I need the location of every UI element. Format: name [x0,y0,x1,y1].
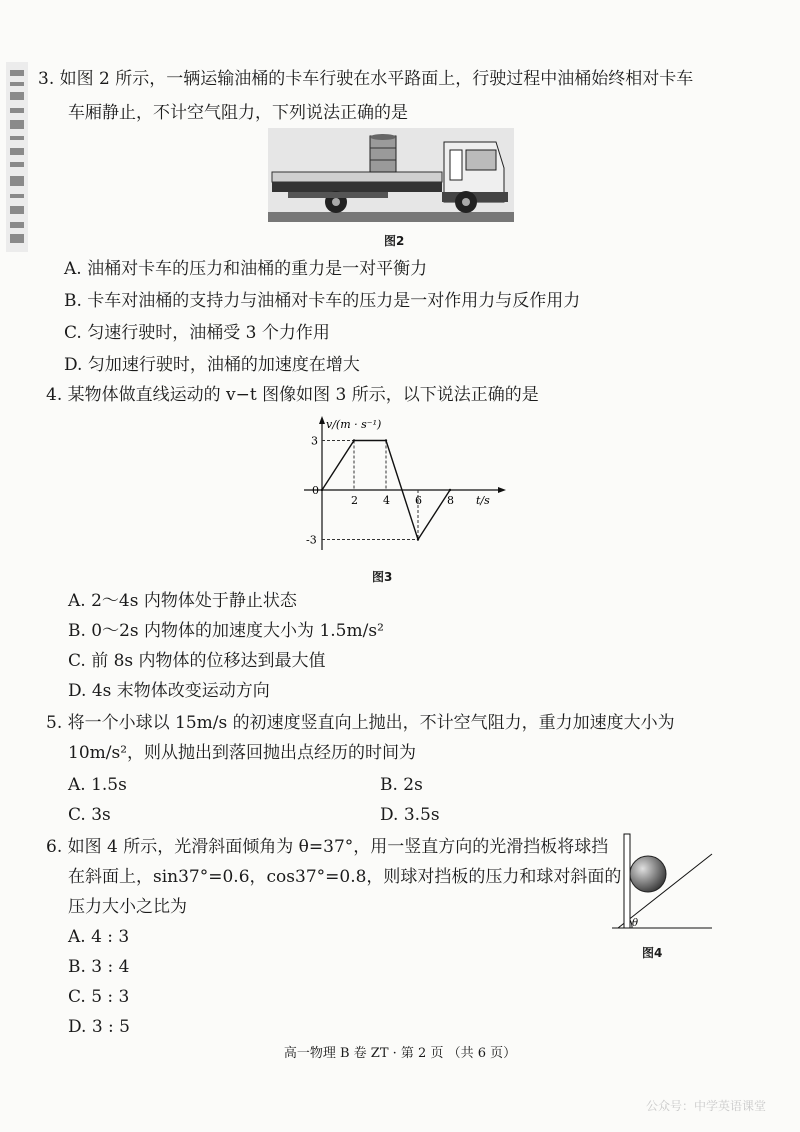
q6-stem-line1: 6. 如图 4 所示，光滑斜面倾角为 θ=37°，用一竖直方向的光滑挡板将球挡 [46,837,609,857]
data-point-4 [449,489,451,491]
fig3-caption: 图3 [372,570,393,584]
y-tick-3: 3 [311,434,318,448]
q6-stem-line3: 压力大小之比为 [68,897,187,917]
data-point-3 [417,538,419,540]
q4-option-d: D. 4s 末物体改变运动方向 [68,681,270,701]
q5-option-a: A. 1.5s [68,775,127,795]
q6-stem-line2: 在斜面上，sin37°=0.6，cos37°=0.8，则球对挡板的压力和球对斜面的 [68,867,622,887]
q4-option-c: C. 前 8s 内物体的位移达到最大值 [68,651,326,671]
q5-option-b: B. 2s [380,775,423,795]
data-point-1 [353,439,355,441]
q4-option-b: B. 0～2s 内物体的加速度大小为 1.5m/s² [68,621,384,641]
q3-option-c: C. 匀速行驶时，油桶受 3 个力作用 [64,323,330,343]
q3-option-d: D. 匀加速行驶时，油桶的加速度在增大 [64,355,360,375]
side-stamp [4,62,30,252]
vertical-baffle [624,834,630,928]
y-axis-arrow [319,416,325,424]
fig4-caption: 图4 [642,946,663,960]
page-footer: 高一物理 B 卷 ZT · 第 2 页 （共 6 页） [283,1046,517,1061]
x-tick-2: 2 [351,494,358,507]
q5-stem-line2: 10m/s²，则从抛出到落回抛出点经历的时间为 [68,743,417,763]
q5-option-c: C. 3s [68,805,111,825]
q6-option-b: B. 3 : 4 [68,957,130,977]
origin-label: 0 [312,484,319,497]
angle-label: θ [632,918,639,929]
y-tick--3: -3 [306,533,317,547]
q6-option-d: D. 3 : 5 [68,1017,130,1037]
q6-option-c: C. 5 : 3 [68,987,130,1007]
q5-option-d: D. 3.5s [380,805,440,825]
watermark: 公众号：中学英语课堂 [645,1099,766,1113]
q3-stem-line1: 3. 如图 2 所示，一辆运输油桶的卡车行驶在水平路面上，行驶过程中油桶始终相对卡车 [38,69,694,89]
q3-option-a: A. 油桶对卡车的压力和油桶的重力是一对平衡力 [64,259,428,279]
data-point-2 [385,439,387,441]
x-tick-6: 6 [415,494,422,507]
q4-stem: 4. 某物体做直线运动的 v−t 图像如图 3 所示，以下说法正确的是 [46,385,539,405]
q5-stem-line1: 5. 将一个小球以 15m/s 的初速度竖直向上抛出，不计空气阻力，重力加速度大小为 [46,713,675,733]
q3-option-b: B. 卡车对油桶的支持力与油桶对卡车的压力是一对作用力与反作用力 [64,291,581,311]
q3-stem-line2: 车厢静止，不计空气阻力，下列说法正确的是 [68,103,408,123]
truck-figure [268,128,514,226]
fig2-caption: 图2 [384,234,405,248]
y-axis-label: v/(m · s⁻¹) [326,418,382,431]
ball [630,856,666,892]
x-tick-4: 4 [383,494,390,507]
x-tick-8: 8 [447,494,454,507]
vt-graph [296,414,516,558]
q6-option-a: A. 4 : 3 [68,927,130,947]
data-point-0 [321,489,323,491]
incline-figure [608,828,718,940]
x-axis-label: t/s [476,494,490,507]
q4-option-a: A. 2～4s 内物体处于静止状态 [68,591,297,611]
x-axis-arrow [498,487,506,493]
